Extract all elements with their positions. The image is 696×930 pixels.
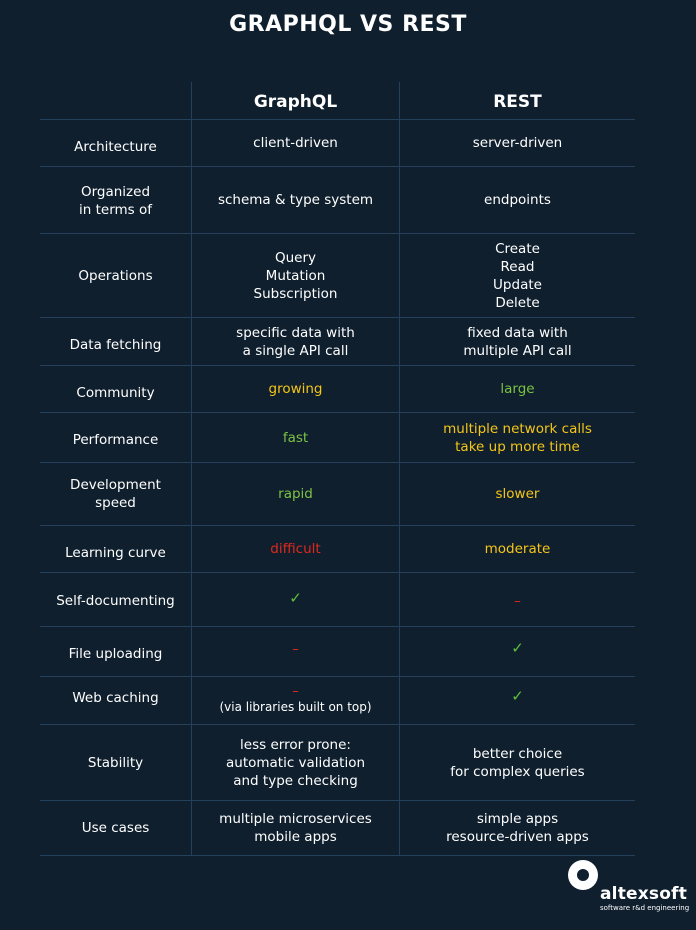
row-label-architecture: Architecture — [74, 139, 157, 155]
rest-web-caching-check-icon: ✓ — [511, 687, 524, 705]
rest-organized: endpoints — [484, 192, 551, 208]
rest-operations: Create Read Update Delete — [493, 240, 542, 311]
row-label-self-documenting: Self-documenting — [56, 592, 175, 609]
graphql-web-caching-note: (via libraries built on top) — [219, 700, 372, 714]
rest-use-cases: simple apps resource-driven apps — [446, 811, 589, 845]
rest-architecture: server-driven — [472, 135, 563, 151]
logo-wordmark: altexsoft — [600, 884, 688, 904]
graphql-architecture: client-driven — [253, 135, 338, 151]
graphql-file-uploading-dash-icon: – — [292, 641, 299, 657]
graphql-self-documenting-check-icon: ✓ — [289, 589, 302, 607]
row-label-file-uploading: File uploading — [68, 646, 163, 662]
altexsoft-logo — [566, 860, 690, 916]
graphql-web-caching — [192, 680, 399, 720]
row-label-community: Community — [76, 384, 155, 401]
rest-self-documenting-dash-icon: – — [514, 592, 521, 609]
graphql-community: growing — [268, 381, 323, 397]
row-label-stability: Stability — [87, 754, 144, 771]
logo-tagline: software r&d engineering — [600, 904, 690, 912]
altexsoft-logo-icon — [568, 860, 598, 890]
graphql-learning-curve: difficult — [270, 541, 321, 557]
row-label-web-caching: Web caching — [72, 690, 159, 706]
column-header-graphql: GraphQL — [253, 91, 338, 112]
graphql-use-cases: multiple microservices mobile apps — [219, 811, 372, 845]
row-divider — [40, 119, 635, 120]
row-label-performance: Performance — [72, 432, 159, 448]
row-divider — [40, 855, 635, 856]
rest-development-speed: slower — [495, 486, 540, 502]
graphql-data-fetching: specific data with a single API call — [236, 324, 355, 359]
row-label-use-cases: Use cases — [81, 820, 150, 836]
row-label-organized: Organized in terms of — [79, 183, 152, 218]
rest-community: large — [500, 381, 535, 397]
page-title: GRAPHQL VS REST — [229, 12, 467, 37]
rest-data-fetching: fixed data with multiple API call — [463, 324, 572, 359]
graphql-development-speed: rapid — [278, 486, 313, 502]
rest-file-uploading-check-icon: ✓ — [511, 639, 524, 657]
graphql-stability: less error prone: automatic validation and type checking — [225, 736, 366, 789]
graphql-web-caching-dash-icon: – — [292, 683, 299, 699]
row-label-operations: Operations — [78, 267, 153, 284]
graphql-performance: fast — [282, 429, 309, 446]
row-label-learning-curve: Learning curve — [65, 544, 166, 561]
graphql-operations: Query Mutation Subscription — [253, 249, 338, 302]
row-label-development-speed: Development speed — [70, 477, 161, 511]
row-label-data-fetching: Data fetching — [69, 336, 162, 353]
rest-learning-curve: moderate — [484, 541, 551, 557]
rest-performance: multiple network calls take up more time — [443, 420, 592, 455]
column-header-rest: REST — [493, 91, 542, 112]
graphql-organized: schema & type system — [217, 192, 374, 208]
rest-stability: better choice for complex queries — [450, 745, 585, 780]
